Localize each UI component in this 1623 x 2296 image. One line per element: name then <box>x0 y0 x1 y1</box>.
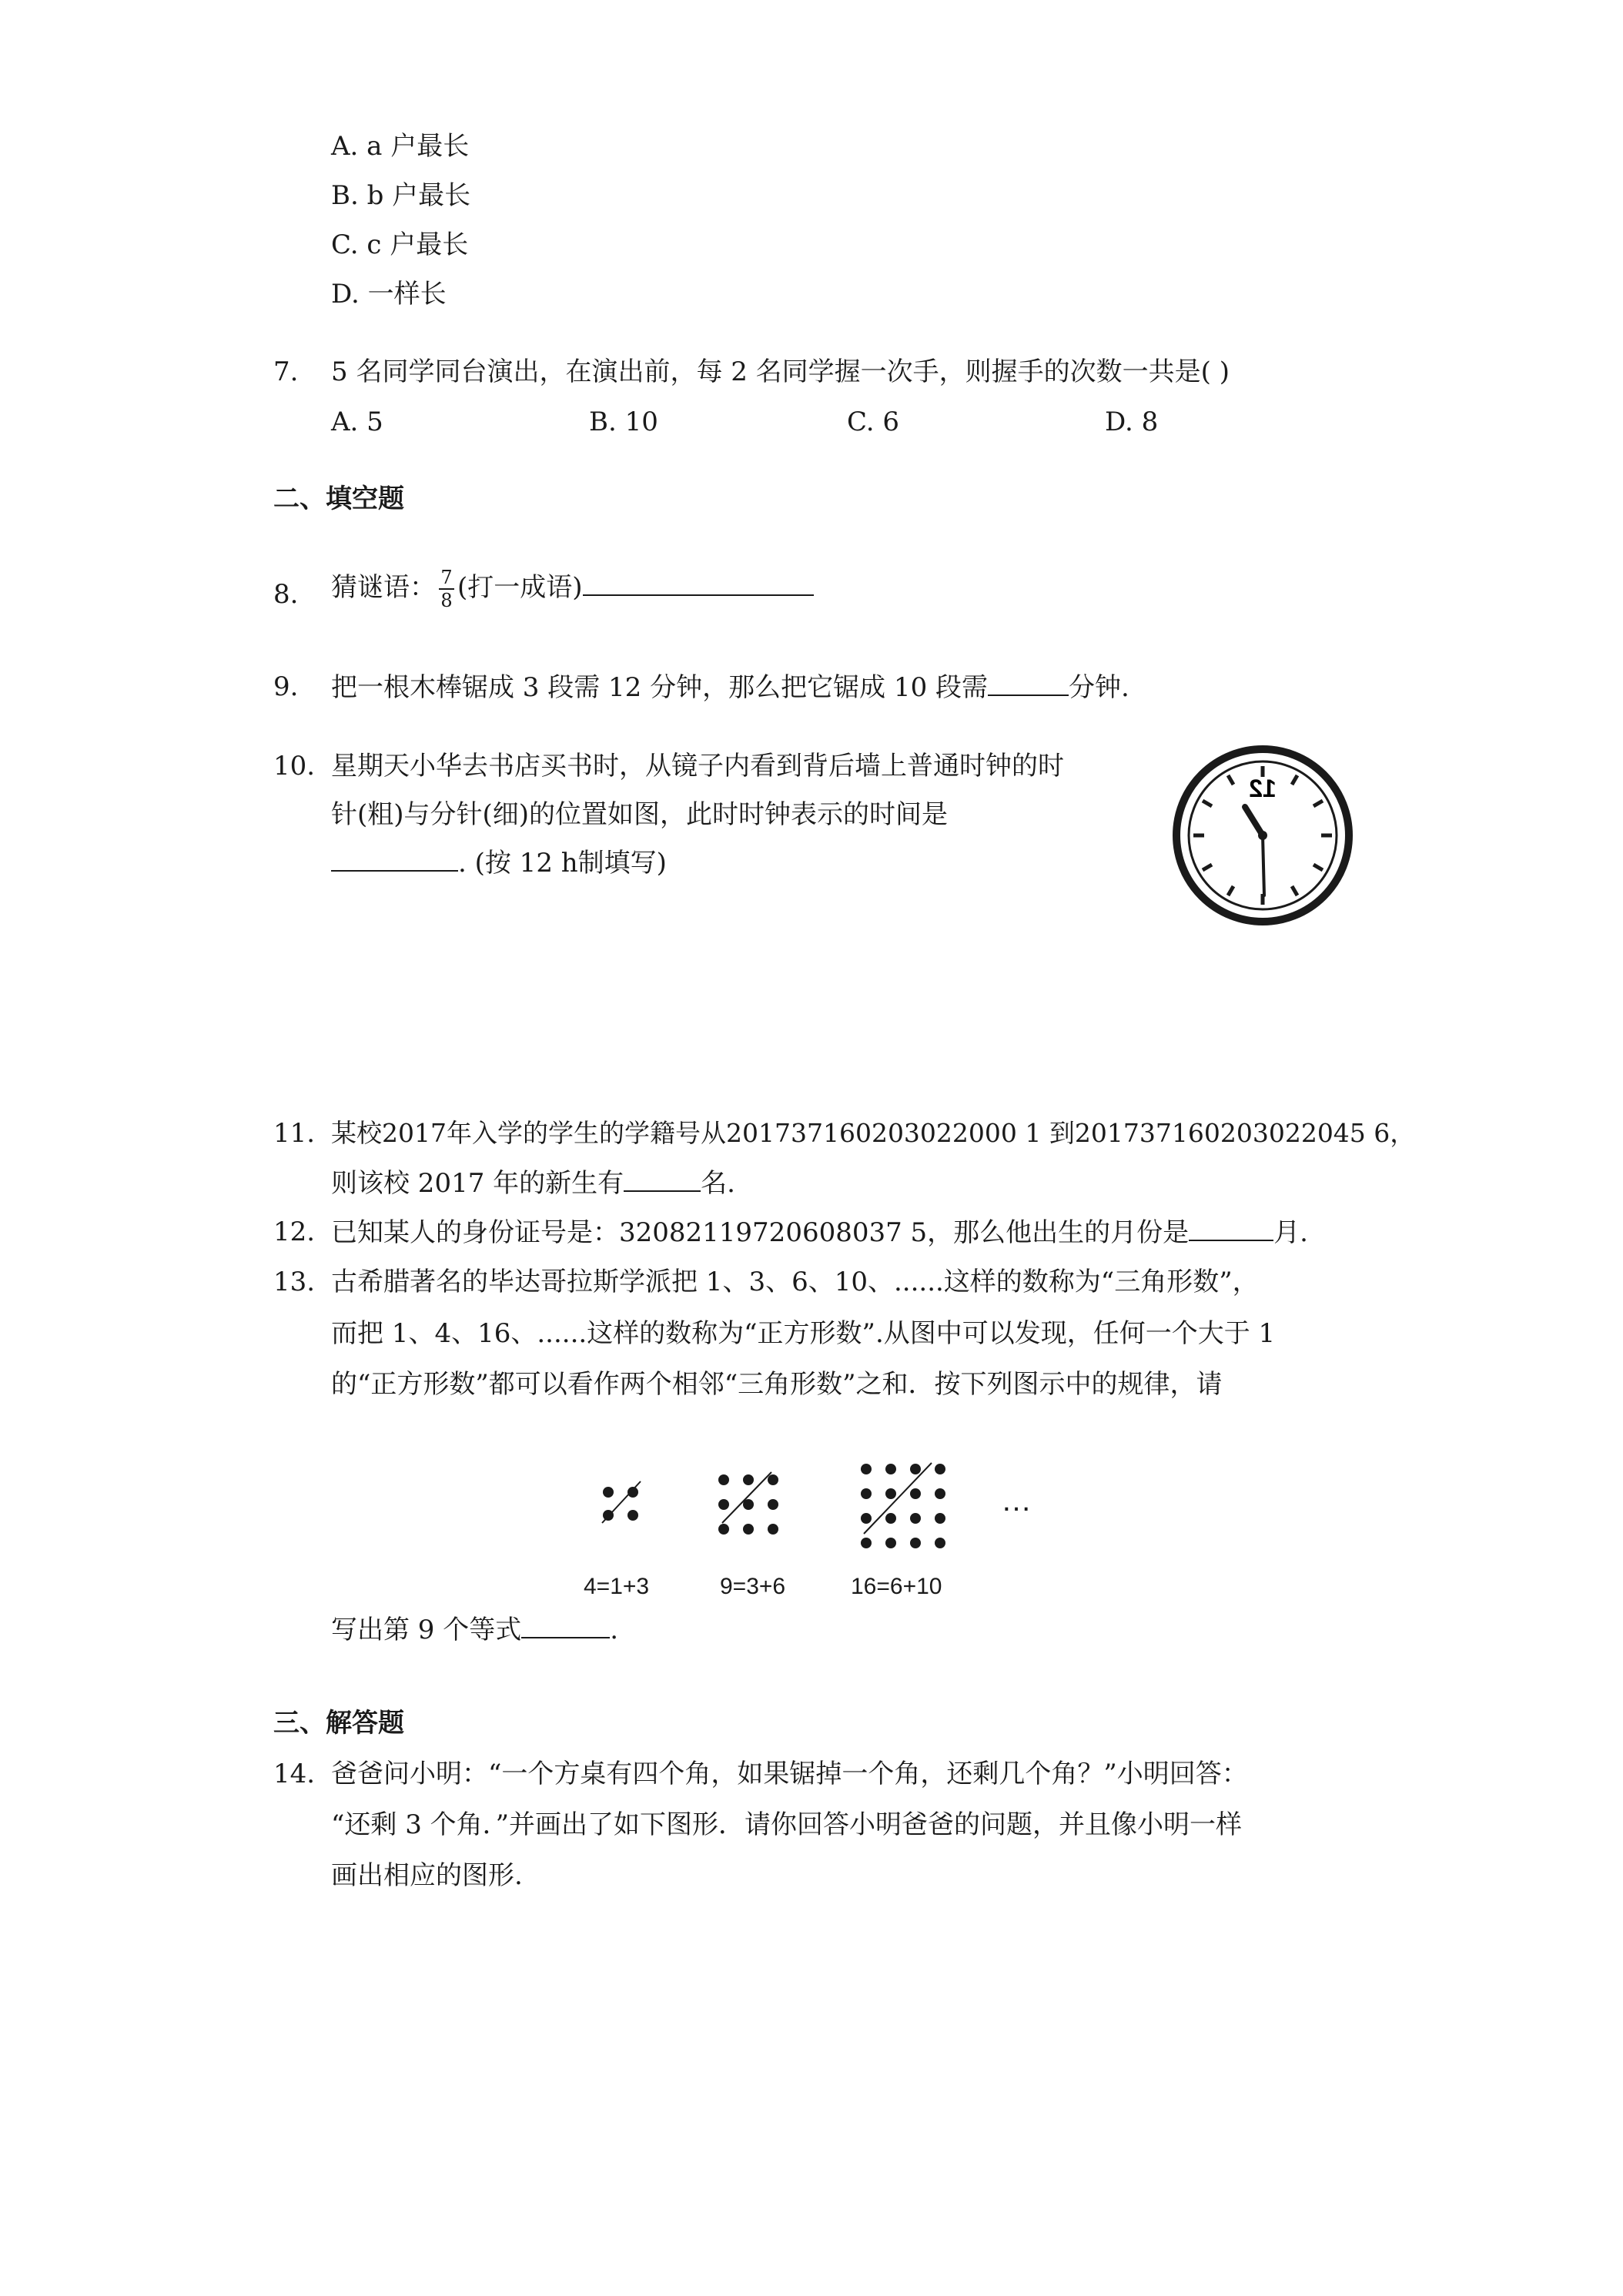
q10-line3 <box>331 847 667 879</box>
q7-option-c: C. 6 <box>847 407 900 437</box>
q13-answer-prefix: 写出第 9 个等式 <box>331 1615 522 1645</box>
label-16-equals: 16=6+10 <box>851 1574 942 1599</box>
q7-option-a: A. 5 <box>331 407 383 437</box>
q7-number: 7. <box>273 356 299 387</box>
mirror-clock-figure <box>1170 743 1355 928</box>
q13-line3: 的“正方形数”都可以看作两个相邻“三角形数”之和．按下列图示中的规律，请 <box>331 1369 1223 1400</box>
section-heading-solutions: 三、解答题 <box>273 1708 404 1739</box>
dots-ellipsis: … <box>1001 1484 1032 1518</box>
q12-answer-blank[interactable] <box>1189 1217 1273 1241</box>
q10-number: 10. <box>273 751 316 782</box>
q9-line <box>331 671 1129 704</box>
q13-answer-suffix: . <box>610 1615 619 1645</box>
q8-line <box>331 568 814 610</box>
q11-answer-blank[interactable] <box>624 1167 701 1192</box>
q6-option-d: D. 一样长 <box>331 279 447 310</box>
label-9-equals: 9=3+6 <box>720 1574 786 1599</box>
q14-number: 14. <box>273 1759 316 1789</box>
q13-line2: 而把 1、4、16、......这样的数称为“正方形数”.从图中可以发现，任何一个大于 1 <box>331 1318 1276 1349</box>
q14-line2: “还剩 3 个角．”并画出了如下图形．请你回答小明爸爸的问题，并且像小明一样 <box>331 1809 1243 1840</box>
clock-minute-hand <box>1263 835 1264 895</box>
q11-line2 <box>331 1167 735 1200</box>
dots-group-16 <box>861 1464 945 1548</box>
section-heading-fill-blank: 二、填空题 <box>273 484 404 514</box>
q11-number: 11. <box>273 1118 316 1149</box>
q11-line2a: 则该校 2017 年的新生有 <box>331 1168 624 1199</box>
label-4-equals: 4=1+3 <box>584 1574 650 1599</box>
q10-line2: 针(粗)与分针(细)的位置如图，此时时钟表示的时间是 <box>331 799 949 830</box>
q8-fraction <box>439 568 454 610</box>
q9-answer-blank[interactable] <box>988 671 1069 696</box>
q11-line2b: 名. <box>701 1168 735 1199</box>
q8-prefix: 猜谜语： <box>331 572 436 603</box>
diagonal-line-16 <box>864 1463 932 1534</box>
q14-line1: 爸爸问小明：“一个方桌有四个角，如果锯掉一个角，还剩几个角？”小明回答： <box>331 1759 1248 1789</box>
q7-stem: 5 名同学同台演出，在演出前，每 2 名同学握一次手，则握手的次数一共是( ) <box>331 356 1230 387</box>
clock-12-label: 12 <box>1249 775 1277 802</box>
q13-line1: 古希腊著名的毕达哥拉斯学派把 1、3、6、10、......这样的数称为“三角形数”， <box>331 1267 1259 1297</box>
q6-option-c: C. c 户最长 <box>331 229 469 260</box>
q12-text: 已知某人的身份证号是：32082119720608037 5，那么他出生的月份是 <box>331 1217 1190 1248</box>
q10-answer-blank[interactable] <box>331 847 458 872</box>
q9-number: 9. <box>273 671 299 702</box>
q13-answer-blank[interactable] <box>521 1614 610 1638</box>
q12-number: 12. <box>273 1217 316 1247</box>
q12-line <box>331 1217 1308 1249</box>
q6-option-a: A. a 户最长 <box>331 131 470 162</box>
q8-frac-denominator: 8 <box>440 590 453 611</box>
q12-after: 月. <box>1273 1217 1308 1248</box>
q8-number: 8. <box>273 579 299 610</box>
q6-option-b: B. b 户最长 <box>331 180 471 211</box>
q7-option-b: B. 10 <box>589 407 658 437</box>
square-number-dot-figure <box>585 1448 1086 1586</box>
q14-line3: 画出相应的图形. <box>331 1860 523 1891</box>
dots-group-9 <box>718 1474 778 1535</box>
q11-line1: 某校2017年入学的学生的学籍号从201737160203022000 1 到201737160203022045 6， <box>331 1118 1416 1148</box>
q8-frac-numerator: 7 <box>440 567 453 588</box>
q13-answer-line <box>331 1614 618 1646</box>
q9-after: 分钟. <box>1069 672 1129 703</box>
q10-line1: 星期天小华去书店买书时，从镜子内看到背后墙上普通时钟的时 <box>331 751 1064 782</box>
q10-line3-text: . (按 12 h制填写) <box>458 848 667 879</box>
q8-answer-blank[interactable] <box>583 571 814 596</box>
q7-option-d: D. 8 <box>1105 407 1159 437</box>
clock-center <box>1258 831 1267 840</box>
q13-number: 13. <box>273 1267 316 1297</box>
q8-suffix: (打一成语) <box>457 572 583 603</box>
q9-text: 把一根木棒锯成 3 段需 12 分钟，那么把它锯成 10 段需 <box>331 672 989 703</box>
